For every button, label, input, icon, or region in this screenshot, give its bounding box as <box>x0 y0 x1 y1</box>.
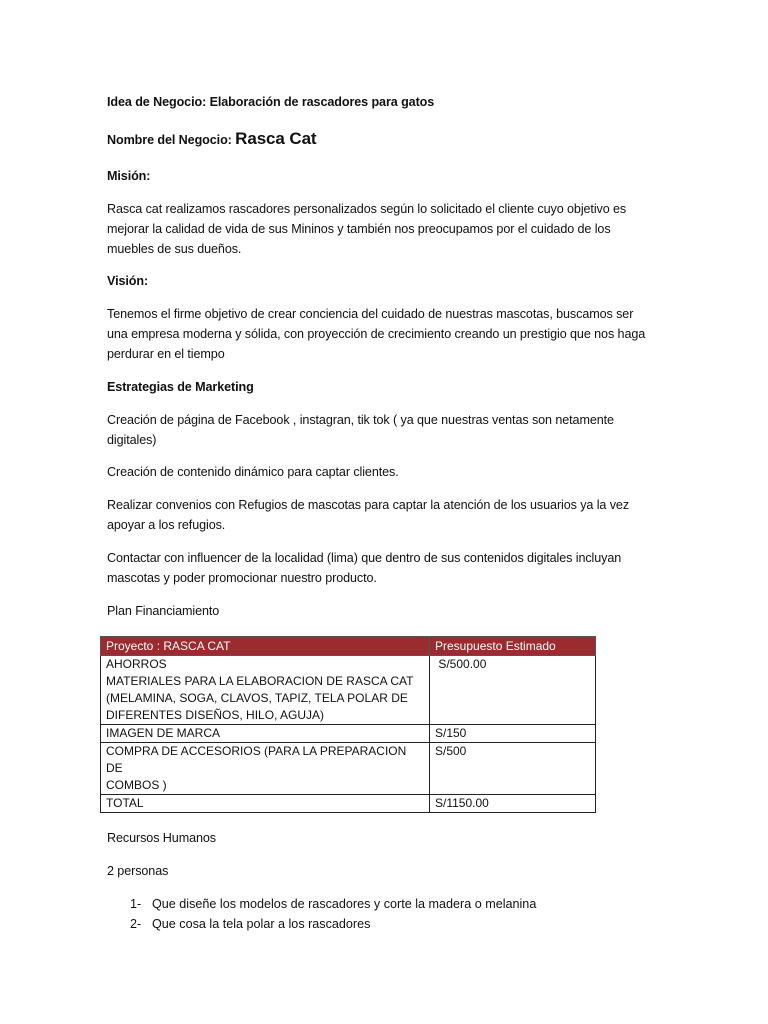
rrhh-heading: Recursos Humanos <box>107 831 216 845</box>
table-row <box>101 743 596 795</box>
business-idea-label: Idea de Negocio: <box>107 95 207 109</box>
table-cell-item <box>101 795 430 813</box>
list-item-text: Que cosa la tela polar a los rascadores <box>152 917 371 931</box>
table-cell-budget: S/150 <box>430 725 596 743</box>
table-row <box>101 725 596 743</box>
cell-line: (MELAMINA, SOGA, CLAVOS, TAPIZ, TELA POLAR DE <box>106 691 408 705</box>
cell-line: COMPRA DE ACCESORIOS (PARA LA PREPARACION DE <box>106 744 407 775</box>
cell-line: AHORROS <box>106 657 167 671</box>
list-item-number: 1- <box>130 897 142 911</box>
list-item <box>130 914 650 934</box>
cell-line: IMAGEN DE MARCA <box>106 726 221 740</box>
rrhh-list <box>130 894 650 934</box>
cell-line: MATERIALES PARA LA ELABORACION DE RASCA CAT <box>106 674 414 688</box>
marketing-item: Creación de contenido dinámico para captar clientes. <box>107 465 399 479</box>
financing-table <box>100 636 596 813</box>
table-cell-budget: S/500.00 <box>430 656 596 725</box>
table-cell-budget: S/500 <box>430 743 596 795</box>
business-name <box>107 128 647 151</box>
vision-heading: Visión: <box>107 274 149 288</box>
table-header-row <box>101 637 596 656</box>
table-header-project: Proyecto : RASCA CAT <box>101 637 430 656</box>
cell-line: DIFERENTES DISEÑOS, HILO, AGUJA) <box>106 708 325 722</box>
vision-text: Tenemos el firme objetivo de crear conciencia del cuidado de nuestras mascotas, buscamos ser una empresa moderna y sólida, con proyección de crecimiento creando un prestigio que nos haga perdurar en el tiempo <box>107 307 646 361</box>
mision-text: Rasca cat realizamos rascadores personalizados según lo solicitado el cliente cuyo objetivo es mejorar la calidad de vida de sus Mininos y también nos preocupamos por el cuidado de los muebles de sus dueños. <box>107 202 627 256</box>
business-idea <box>107 92 647 112</box>
marketing-item: Creación de página de Facebook , instagran, tik tok ( ya que nuestras ventas son netamente digitales) <box>107 413 614 447</box>
table-cell-item <box>101 725 430 743</box>
table-cell-item <box>101 656 430 725</box>
list-item-text: Que diseñe los modelos de rascadores y corte la madera o melanina <box>152 897 537 911</box>
plan-heading: Plan Financiamiento <box>107 604 220 618</box>
cell-line: TOTAL <box>106 796 144 810</box>
list-item-number: 2- <box>130 917 142 931</box>
marketing-item: Realizar convenios con Refugios de mascotas para captar la atención de los usuarios ya la vez apoyar a los refugios. <box>107 498 630 532</box>
business-idea-value: Elaboración de rascadores para gatos <box>209 95 435 109</box>
cell-line: COMBOS ) <box>106 778 167 792</box>
business-name-label: Nombre del Negocio: <box>107 133 232 147</box>
table-row <box>101 795 596 813</box>
business-name-value: Rasca Cat <box>235 129 317 148</box>
marketing-item: Contactar con influencer de la localidad (lima) que dentro de sus contenidos digitales incluyan mascotas y poder promocionar nuestro producto. <box>107 551 622 585</box>
marketing-heading: Estrategias de Marketing <box>107 380 254 394</box>
table-header-budget: Presupuesto Estimado <box>430 637 596 656</box>
rrhh-count: 2 personas <box>107 864 169 878</box>
table-row <box>101 656 596 725</box>
table-cell-item <box>101 743 430 795</box>
table-cell-budget: S/1150.00 <box>430 795 596 813</box>
list-item <box>130 894 650 914</box>
mision-heading: Misión: <box>107 169 151 183</box>
